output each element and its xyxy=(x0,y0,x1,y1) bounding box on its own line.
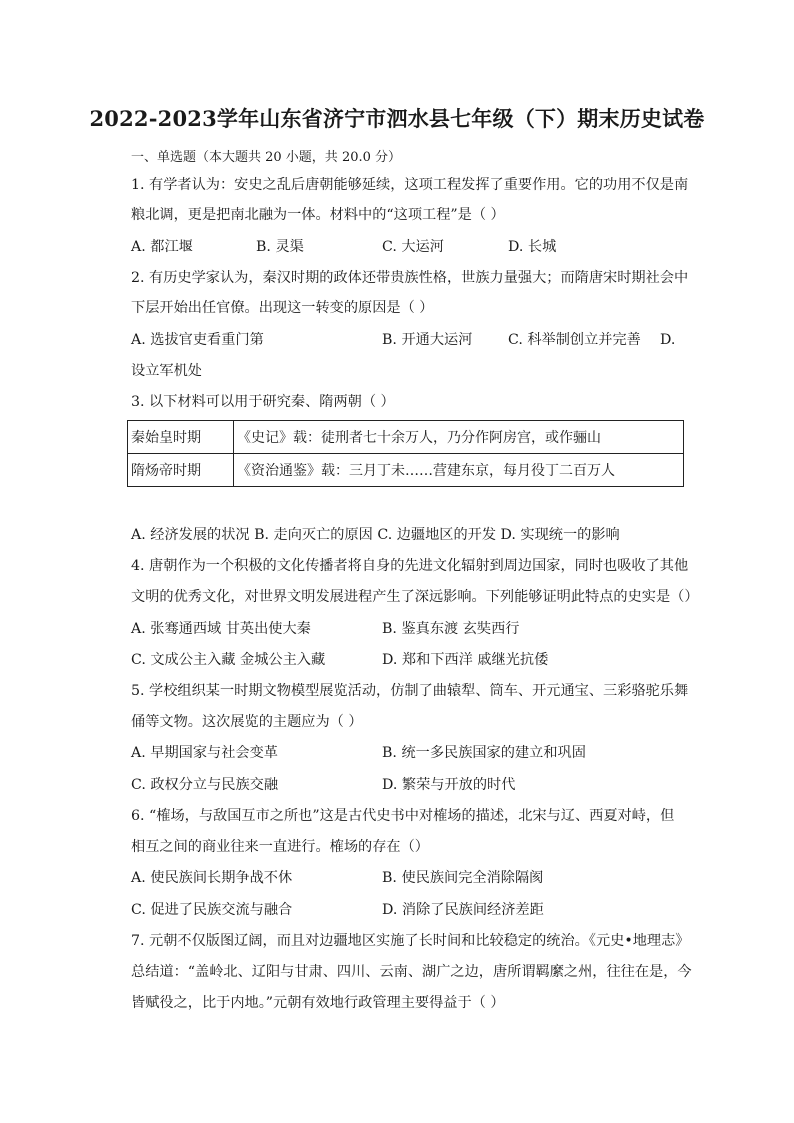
q6-option-c: C. 促进了民族交流与融合 xyxy=(131,902,293,918)
q7-stem-line2: 总结道：“盖岭北、辽阳与甘肃、四川、云南、湖广之边，唐所谓羁縻之州，往往在是，今 xyxy=(131,964,692,980)
q7-stem-line3: 皆赋役之，比于内地。”元朝有效地行政管理主要得益于（ ） xyxy=(131,995,505,1011)
section-heading: 一、单选题（本大题共 20 小题，共 20.0 分） xyxy=(131,150,402,165)
exam-title: 2022-2023学年山东省济宁市泗水县七年级（下）期末历史试卷 xyxy=(89,106,705,131)
q2-option-c: C. 科举制创立并完善 xyxy=(508,332,641,348)
q2-option-a: A. 选拔官吏看重门第 xyxy=(131,332,264,348)
q4-option-c: C. 文成公主入藏 金城公主入藏 xyxy=(131,652,326,668)
table-cell: 《史记》载：徒刑者七十余万人，乃分作阿房宫，或作骊山 xyxy=(234,421,684,454)
q1-option-a: A. 都江堰 xyxy=(131,239,193,255)
q1-option-d: D. 长城 xyxy=(508,239,557,255)
table-cell: 秦始皇时期 xyxy=(128,421,234,454)
q1-stem-line2: 粮北调，更是把南北融为一体。材料中的“这项工程”是（ ） xyxy=(131,207,505,223)
q5-option-c: C. 政权分立与民族交融 xyxy=(131,777,279,793)
q3-stem-line1: 3. 以下材料可以用于研究秦、隋两朝（ ） xyxy=(131,394,395,410)
table-cell: 《资治通鉴》载：三月丁未……营建东京，每月役丁二百万人 xyxy=(234,454,684,487)
q2-option-b: B. 开通大运河 xyxy=(382,332,473,348)
q4-option-a: A. 张骞通西域 甘英出使大秦 xyxy=(131,621,311,637)
q6-stem-line1: 6. “榷场，与敌国互市之所也”这是古代史书中对榷场的描述，北宋与辽、西夏对峙，但 xyxy=(131,808,675,824)
table-row xyxy=(128,454,684,487)
q5-stem-line1: 5. 学校组织某一时期文物模型展览活动，仿制了曲辕犁、筒车、开元通宝、三彩骆驼乐舞 xyxy=(131,683,689,699)
q5-option-b: B. 统一多民族国家的建立和巩固 xyxy=(382,745,586,761)
q2-option-d-text: 设立军机处 xyxy=(131,363,202,379)
q3-options: A. 经济发展的状况 B. 走向灭亡的原因 C. 边疆地区的开发 D. 实现统一的影响 xyxy=(131,527,620,543)
table-cell: 隋炀帝时期 xyxy=(128,454,234,487)
q4-option-d: D. 郑和下西洋 戚继光抗倭 xyxy=(382,652,549,668)
q3-material-table xyxy=(127,420,684,487)
q2-stem-line2: 下层开始出任官僚。出现这一转变的原因是（ ） xyxy=(131,300,434,316)
q6-stem-line2: 相互之间的商业往来一直进行。榷场的存在（） xyxy=(131,839,429,855)
q1-stem-line1: 1. 有学者认为：安史之乱后唐朝能够延续，这项工程发挥了重要作用。它的功用不仅是南 xyxy=(131,177,689,193)
q6-option-b: B. 使民族间完全消除隔阂 xyxy=(382,870,544,886)
q2-option-d-label: D. xyxy=(660,332,676,348)
table-row xyxy=(128,421,684,454)
q6-option-a: A. 使民族间长期争战不休 xyxy=(131,870,293,886)
q1-option-c: C. 大运河 xyxy=(382,239,444,255)
q2-stem-line1: 2. 有历史学家认为，秦汉时期的政体还带贵族性格，世族力量强大；而隋唐宋时期社会中 xyxy=(131,270,689,286)
q4-stem-line1: 4. 唐朝作为一个积极的文化传播者将自身的先进文化辐射到周边国家，同时也吸收了其他 xyxy=(131,558,689,574)
q7-stem-line1: 7. 元朝不仅版图辽阔，而且对边疆地区实施了长时间和比较稳定的统治。《元史•地理志》 xyxy=(131,933,690,949)
q5-option-d: D. 繁荣与开放的时代 xyxy=(382,777,516,793)
q1-option-b: B. 灵渠 xyxy=(256,239,304,255)
q4-option-b: B. 鉴真东渡 玄奘西行 xyxy=(382,621,520,637)
q5-stem-line2: 俑等文物。这次展览的主题应为（ ） xyxy=(131,714,363,730)
q5-option-a: A. 早期国家与社会变革 xyxy=(131,745,278,761)
q4-stem-line2: 文明的优秀文化，对世界文明发展进程产生了深远影响。下列能够证明此特点的史实是（） xyxy=(131,589,699,605)
q6-option-d: D. 消除了民族间经济差距 xyxy=(382,902,544,918)
